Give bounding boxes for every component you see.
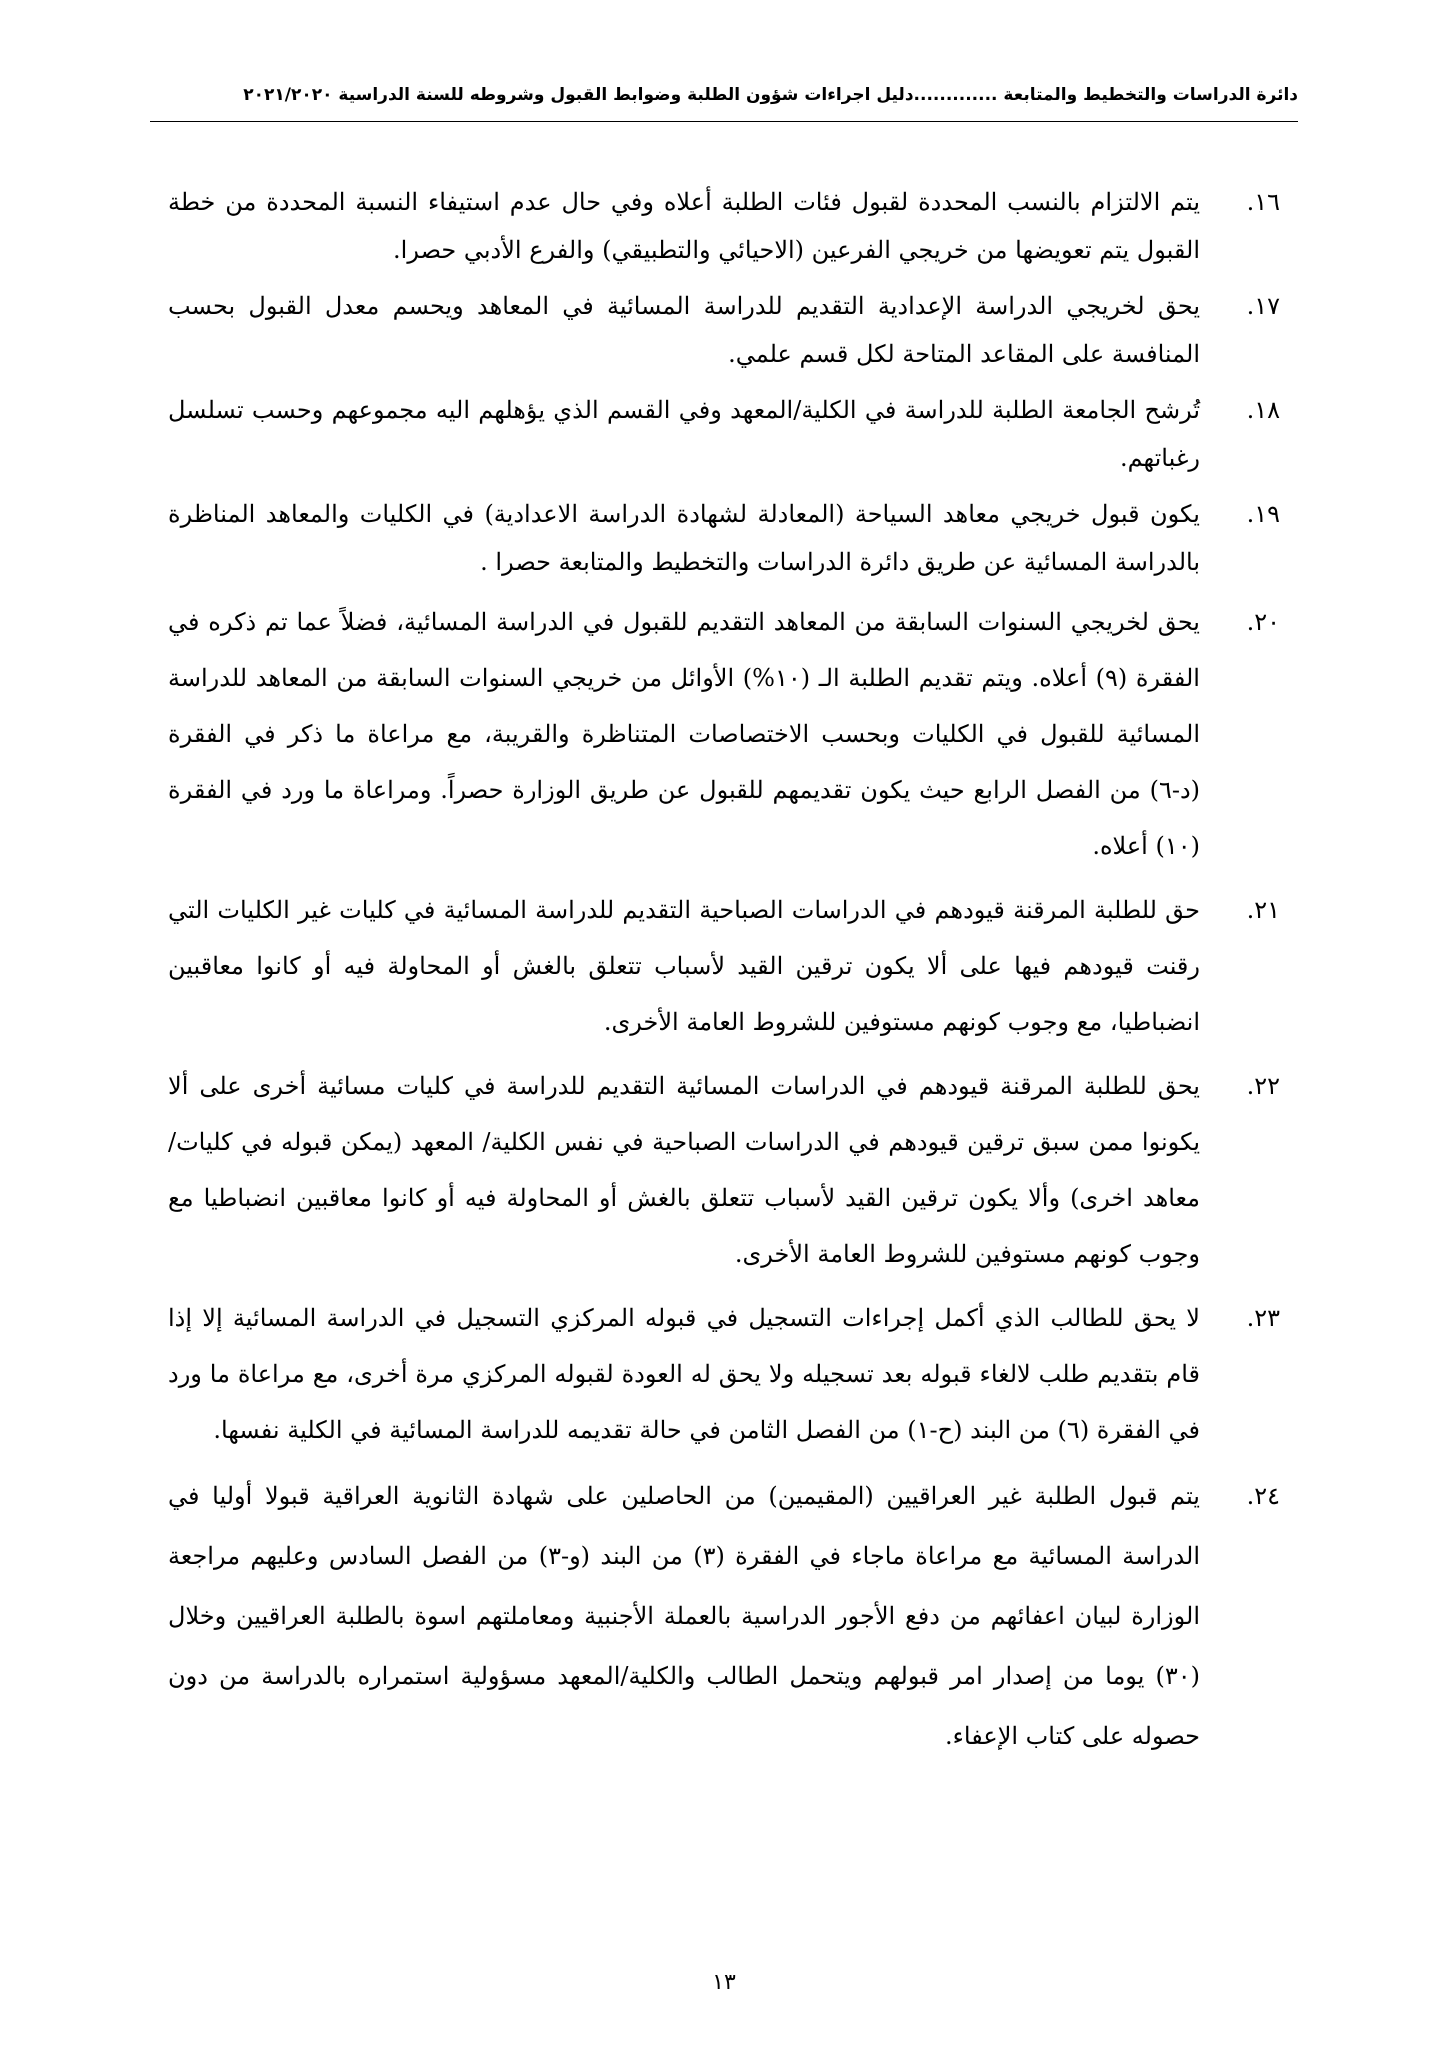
clause-23	[168, 1290, 1280, 1458]
clause-text: تُرشح الجامعة الطلبة للدراسة في الكلية/المعهد وفي القسم الذي يؤهلهم اليه مجموعهم وحسب تسلسل رغباتهم.	[168, 396, 1200, 472]
clause-19	[168, 490, 1280, 586]
clause-text: لا يحق للطالب الذي أكمل إجراءات التسجيل في قبوله المركزي التسجيل في الدراسة المسائية إلا إذا قام بتقديم طلب لالغاء قبوله بعد تسجيله ولا يحق له العودة لقبوله المركزي مرة أخرى، مع مراعاة ما ورد في الفقرة (٦) من البند (ح-١) من الفصل الثامن في حالة تقديمه للدراسة المسائية في الكلية نفسها.	[168, 1304, 1200, 1444]
running-header: دائرة الدراسات والتخطيط والمتابعة .............دليل اجراءات شؤون الطلبة وضوابط القبول وشروطه للسنة الدراسية ٢٠٢١/٢٠٢٠	[243, 85, 1298, 105]
clause-number: ١٨.	[1246, 396, 1280, 424]
page-number: ١٣	[712, 1970, 736, 1995]
clause-text: يكون قبول خريجي معاهد السياحة (المعادلة لشهادة الدراسة الاعدادية) في الكليات والمعاهد المناظرة بالدراسة المسائية عن طريق دائرة الدراسات والتخطيط والمتابعة حصرا .	[168, 500, 1200, 576]
clause-number: ١٩.	[1246, 500, 1280, 528]
clause-number: ٢٤.	[1246, 1482, 1280, 1510]
clause-17	[168, 282, 1280, 378]
clause-text: يتم قبول الطلبة غير العراقيين (المقيمين) من الحاصلين على شهادة الثانوية العراقية قبولا أوليا في الدراسة المسائية مع مراعاة ماجاء في الفقرة (٣) من البند (و-٣) من الفصل السادس وعليهم مراجعة الوزارة لبيان اعفائهم من دفع الأجور الدراسية بالعملة الأجنبية ومعاملتهم اسوة بالطلبة العراقيين وخلال (٣٠) يوما من إصدار امر قبولهم ويتحمل الطالب والكلية/المعهد مسؤولية استمراره بالدراسة من دون حصوله على كتاب الإعفاء.	[168, 1482, 1201, 1750]
clause-24	[168, 1466, 1280, 1766]
clause-16	[168, 178, 1280, 274]
clause-text: حق للطلبة المرقنة قيودهم في الدراسات الصباحية التقديم للدراسة المسائية في كليات غير الكليات التي رقنت قيودهم فيها على ألا يكون ترقين القيد لأسباب تتعلق بالغش أو المحاولة فيه أو كانوا معاقبين انضباطيا، مع وجوب كونهم مستوفين للشروط العامة الأخرى.	[168, 896, 1200, 1036]
clause-text: يحق للطلبة المرقنة قيودهم في الدراسات المسائية التقديم للدراسة في كليات مسائية أخرى على ألا يكونوا ممن سبق ترقين قيودهم في الدراسات الصباحية في نفس الكلية/ المعهد (يمكن قبوله في كليات/ معاهد اخرى) وألا يكون ترقين القيد لأسباب تتعلق بالغش أو المحاولة فيه أو كانوا معاقبين انضباطيا مع وجوب كونهم مستوفين للشروط العامة الأخرى.	[168, 1072, 1200, 1268]
clause-21	[168, 882, 1280, 1050]
clause-text: يحق لخريجي السنوات السابقة من المعاهد التقديم للقبول في الدراسة المسائية، فضلاً عما تم ذكره في الفقرة (٩) أعلاه. ويتم تقديم الطلبة الـ (١٠%) الأوائل من خريجي السنوات السابقة من المعاهد للدراسة المسائية للقبول في الكليات وبحسب الاختصاصات المتناظرة والقريبة، مع مراعاة ما ذكر في الفقرة (د-٦) من الفصل الرابع حيث يكون تقديمهم للقبول عن طريق الوزارة حصراً. ومراعاة ما ورد في الفقرة (١٠) أعلاه.	[168, 608, 1200, 860]
clause-number: ٢٠.	[1246, 608, 1280, 636]
clause-number: ٢١.	[1246, 896, 1280, 924]
clause-18	[168, 386, 1280, 482]
clause-number: ١٧.	[1246, 292, 1280, 320]
header-divider	[150, 121, 1298, 122]
clause-text: يحق لخريجي الدراسة الإعدادية التقديم للدراسة المسائية في المعاهد ويحسم معدل القبول بحسب المنافسة على المقاعد المتاحة لكل قسم علمي.	[168, 292, 1200, 368]
clause-text: يتم الالتزام بالنسب المحددة لقبول فئات الطلبة أعلاه وفي حال عدم استيفاء النسبة المحددة من خطة القبول يتم تعويضها من خريجي الفرعين (الاحيائي والتطبيقي) والفرع الأدبي حصرا.	[168, 188, 1200, 264]
clause-20	[168, 594, 1280, 874]
clauses-list	[168, 178, 1280, 1774]
clause-22	[168, 1058, 1280, 1282]
clause-number: ٢٢.	[1246, 1072, 1280, 1100]
clause-number: ٢٣.	[1246, 1304, 1280, 1332]
clause-number: ١٦.	[1246, 188, 1280, 216]
